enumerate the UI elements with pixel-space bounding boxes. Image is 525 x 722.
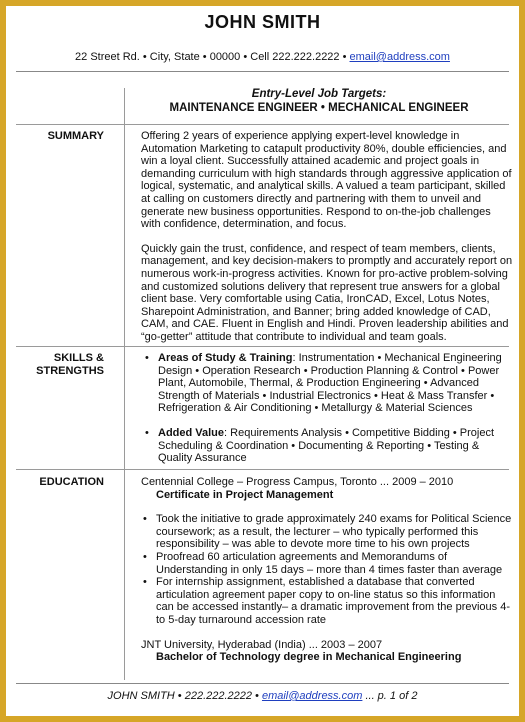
education-degree-1: Certificate in Project Management [156, 488, 334, 501]
contact-address: 22 Street Rd. • City, State • 00000 • Cell 222.222.2222 • [75, 51, 350, 63]
job-targets [134, 87, 504, 115]
summary-paragraph-1: Offering 2 years of experience applying expert-level knowledge in Automation Marketing to catapult productivity 80%, double efficiencies, and win a loyal client. Successfully attained academic and project goals in demanding curriculum with high standards through aggressive application of logical, systematic, and analytical skills. A valued a team participant, skilled at calling on customers directly and partnering with them to unveil and generate new business opportunities. Respond to on-the-job challenges with confidence, determination, and focus. [141, 130, 512, 231]
contact-line [0, 51, 525, 63]
header-divider [16, 71, 509, 72]
education-bullet: • For internship assignment, established a database that converted articulation agreement paper copy to on-line status so this information can be accessed instantly– a dramatic improvement from the previous 4- to 5-day turnaround accession rate [141, 576, 513, 626]
summary-paragraph-2: Quickly gain the trust, confidence, and respect of team members, clients, management, and key decision-makers to promptly and accurately report on numerous work-in-progress activities. Known for pro-active problem-solving and customized solutions delivery that represent true answers for a global client base. Very comfortable using Catia, IronCAD, Excel, Lotus Notes, Sharepoint Administration, and Banner; bring added knowledge of CAD, CAM, and CAE. Fluent in English and Hindi. Proven leadership abilities and “go-getter” attitude that contribute to individual and team goals. [141, 242, 513, 343]
page-footer [0, 690, 525, 702]
skills-section [143, 352, 513, 465]
education-school-2: JNT University, Hyderabad (India) ... 2003 – 2007 [141, 638, 383, 651]
skills-study-text: : Instrumentation • Mechanical Engineering Design • Operation Research • Production Planning & Control • Power Plant, Automobile, Thermal, & Production Engineering • Advanced Strength of Materials • Industrial Electronics • Heat & Mass Transfer • Refrigeration & Air Conditioning • Metallurgy & Material Sciences [158, 352, 502, 415]
footer-email-link[interactable]: email@address.com [261, 690, 363, 702]
education-degree-2: Bachelor of Technology degree in Mechanical Engineering [156, 651, 462, 664]
education-section [141, 476, 513, 664]
column-divider [124, 88, 125, 680]
job-targets-heading: Entry-Level Job Targets: [251, 88, 387, 100]
skills-value-heading: Added Value [158, 426, 225, 439]
resume-name: JOHN SMITH [204, 12, 321, 32]
skills-rule [16, 346, 509, 347]
summary-section [141, 130, 513, 344]
skills-value-text: : Requirements Analysis • Competitive Bidding • Project Scheduling & Coordination • Documenting & Reporting • Testing & Quality Assurance [158, 426, 495, 465]
footer-contact: JOHN SMITH • 222.222.2222 • [107, 690, 262, 702]
skills-bullet-value [143, 427, 513, 465]
summary-rule [16, 124, 509, 125]
education-school-1: Centennial College – Progress Campus, Toronto ... 2009 – 2010 [141, 476, 454, 488]
education-label: EDUCATION [39, 476, 104, 488]
job-targets-titles: MAINTENANCE ENGINEER • MECHANICAL ENGINEER [169, 102, 469, 114]
contact-email-link[interactable]: email@address.com [349, 51, 450, 63]
skills-label-line-1: SKILLS & [53, 352, 104, 364]
footer-page-number: ... p. 1 of 2 [362, 690, 418, 702]
skills-label [20, 352, 104, 378]
education-bullet: • Proofread 60 articulation agreements and Memorandums of Understanding in only 15 days – more than 4 times faster than average [141, 551, 513, 576]
summary-label: SUMMARY [47, 130, 104, 142]
skills-label-line-2: STRENGTHS [36, 365, 104, 377]
skills-study-heading: Areas of Study & Training [158, 352, 293, 364]
skills-bullet-study [143, 352, 513, 415]
footer-divider [16, 683, 509, 684]
education-rule [16, 469, 509, 470]
education-bullet: • Took the initiative to grade approximately 240 exams for Political Science coursework; as a result, the lecturer – who typically performed this responsibility – was able to devote more time to his own projects [141, 513, 513, 551]
